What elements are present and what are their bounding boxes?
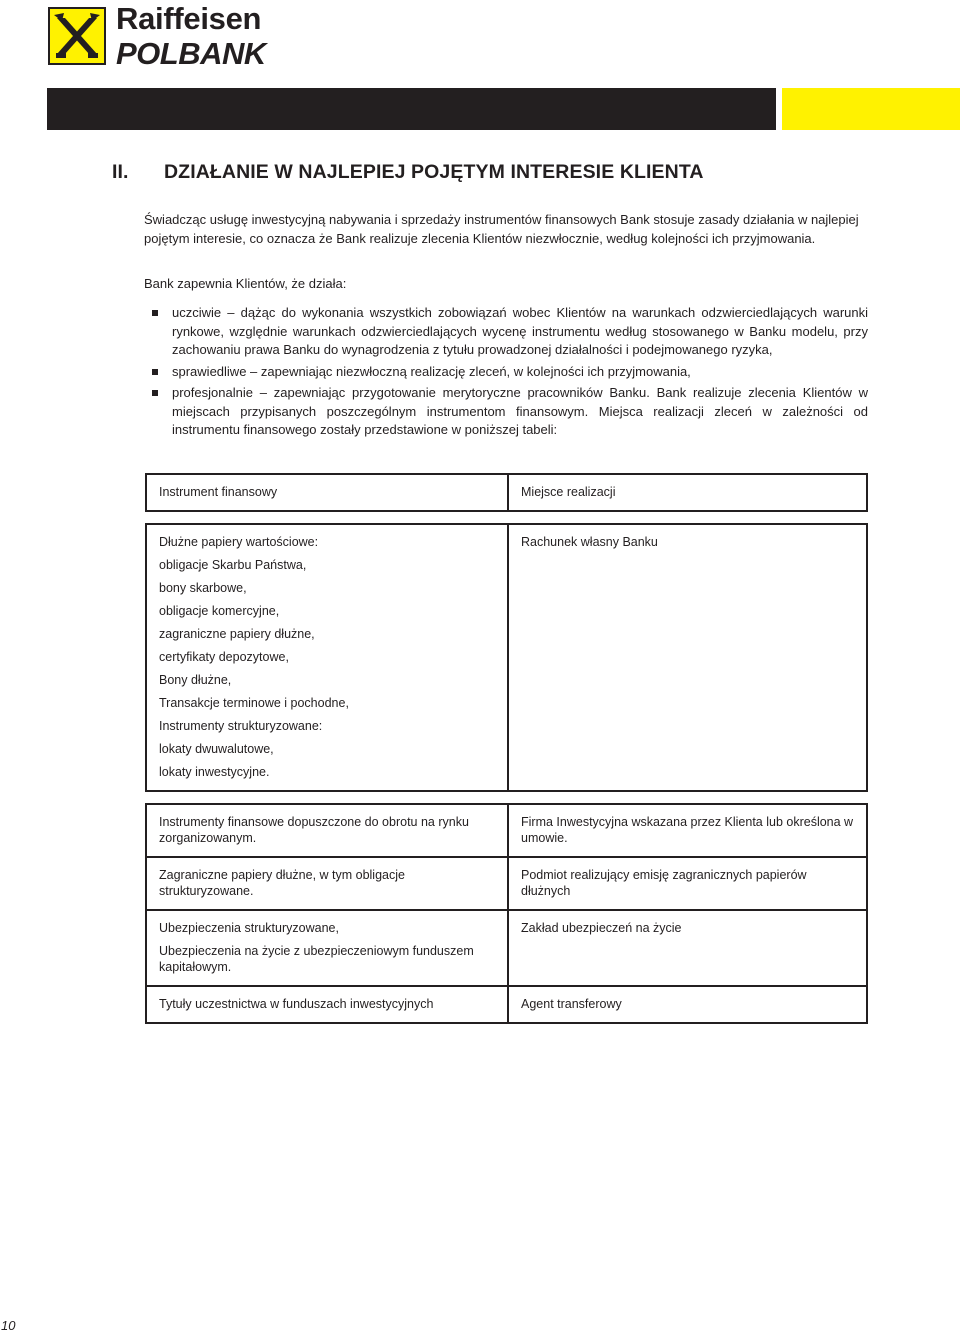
table-cell-instrument: Instrumenty finansowe dopuszczone do obrotu na rynku zorganizowanym. [146, 804, 508, 857]
cell-line: zagraniczne papiery dłużne, [159, 627, 315, 641]
cell-line: obligacje Skarbu Państwa, [159, 558, 307, 572]
table-row [146, 804, 867, 857]
lead-paragraph: Bank zapewnia Klientów, że działa: [144, 276, 347, 291]
table-cell-venue: Rachunek własny Banku [508, 524, 867, 791]
cell-line: Ubezpieczenia na życie z ubezpieczeniowym funduszem kapitałowym. [159, 944, 474, 974]
raiffeisen-logo-icon [48, 7, 106, 65]
brand-wordmark [116, 3, 266, 69]
cell-line: bony skarbowe, [159, 581, 247, 595]
execution-venues-table [145, 473, 868, 1024]
table-row [146, 524, 867, 791]
bullet-icon [152, 369, 158, 375]
table-cell-instrument: Tytuły uczestnictwa w funduszach inwestycyjnych [146, 986, 508, 1023]
section-heading [112, 161, 704, 184]
table-cell-venue: Zakład ubezpieczeń na życie [508, 910, 867, 986]
table-cell-instrument: Zagraniczne papiery dłużne, w tym obligacje strukturyzowane. [146, 857, 508, 910]
table-header-row [146, 474, 867, 511]
page-number: 10 [1, 1318, 16, 1333]
header-bar-dark [47, 88, 776, 130]
cell-line: Bony dłużne, [159, 673, 232, 687]
table-row [146, 986, 867, 1023]
table-row [146, 910, 867, 986]
principles-list [152, 304, 868, 443]
cell-line: Instrumenty strukturyzowane: [159, 719, 323, 733]
cell-line: obligacje komercyjne, [159, 604, 280, 618]
section-title: DZIAŁANIE W NAJLEPIEJ POJĘTYM INTERESIE KLIENTA [164, 161, 704, 183]
bullet-icon [152, 390, 158, 396]
table-row [146, 857, 867, 910]
list-item [152, 363, 868, 382]
table-cell-venue: Podmiot realizujący emisję zagranicznych papierów dłużnych [508, 857, 867, 910]
section-number: II. [112, 161, 129, 183]
bullet-icon [152, 310, 158, 316]
list-item-text: sprawiedliwe – zapewniając niezwłoczną realizację zleceń, w kolejności ich przyjmowania, [172, 363, 691, 379]
cell-line: lokaty inwestycyjne. [159, 765, 270, 779]
table-cell-instrument [146, 910, 508, 986]
intro-paragraph: Świadcząc usługę inwestycyjną nabywania i sprzedaży instrumentów finansowych Bank stosuje zasady działania w najlepiej pojętym interesie, co oznacza że Bank realizuje zlecenia Klientów niezwłocznie, według kolejności ich przyjmowania. [144, 212, 859, 246]
list-item-text: profesjonalnie – zapewniając przygotowanie merytoryczne pracowników Banku. Bank realizuje zlecenia Klientów w miejscach przypisanych poszczególnym instrumentom finansowym. Miejsca realizacji zleceń w zależności od instrumentu finansowego zostały przedstawione w poniższej tabeli: [172, 385, 868, 437]
header-bar-yellow [782, 88, 960, 130]
cell-line: lokaty dwuwalutowe, [159, 742, 274, 756]
cell-line: Ubezpieczenia strukturyzowane, [159, 921, 339, 935]
list-item-text: uczciwie – dążąc do wykonania wszystkich zobowiązań wobec Klientów na warunkach odzwierciedlających warunki rynkowe, względnie warunkach odzwierciedlających wycenę instrumentu według stosowanego w Banku modelu, przy zachowaniu prawa Banku do wynagrodzenia z tytułu prowadzonej działalności i podejmowanego ryzyka, [172, 305, 868, 357]
list-item [152, 304, 868, 360]
brand-name-line1: Raiffeisen [116, 1, 262, 36]
cell-line: Transakcje terminowe i pochodne, [159, 696, 349, 710]
brand-name-line2: POLBANK [116, 36, 266, 71]
cell-line: certyfikaty depozytowe, [159, 650, 289, 664]
table-cell-venue: Agent transferowy [508, 986, 867, 1023]
column-header-venue: Miejsce realizacji [508, 474, 867, 511]
column-header-instrument: Instrument finansowy [146, 474, 508, 511]
table-cell-venue: Firma Inwestycyjna wskazana przez Klienta lub określona w umowie. [508, 804, 867, 857]
cell-line: Dłużne papiery wartościowe: [159, 535, 319, 549]
list-item [152, 384, 868, 440]
table-cell-instrument [146, 524, 508, 791]
